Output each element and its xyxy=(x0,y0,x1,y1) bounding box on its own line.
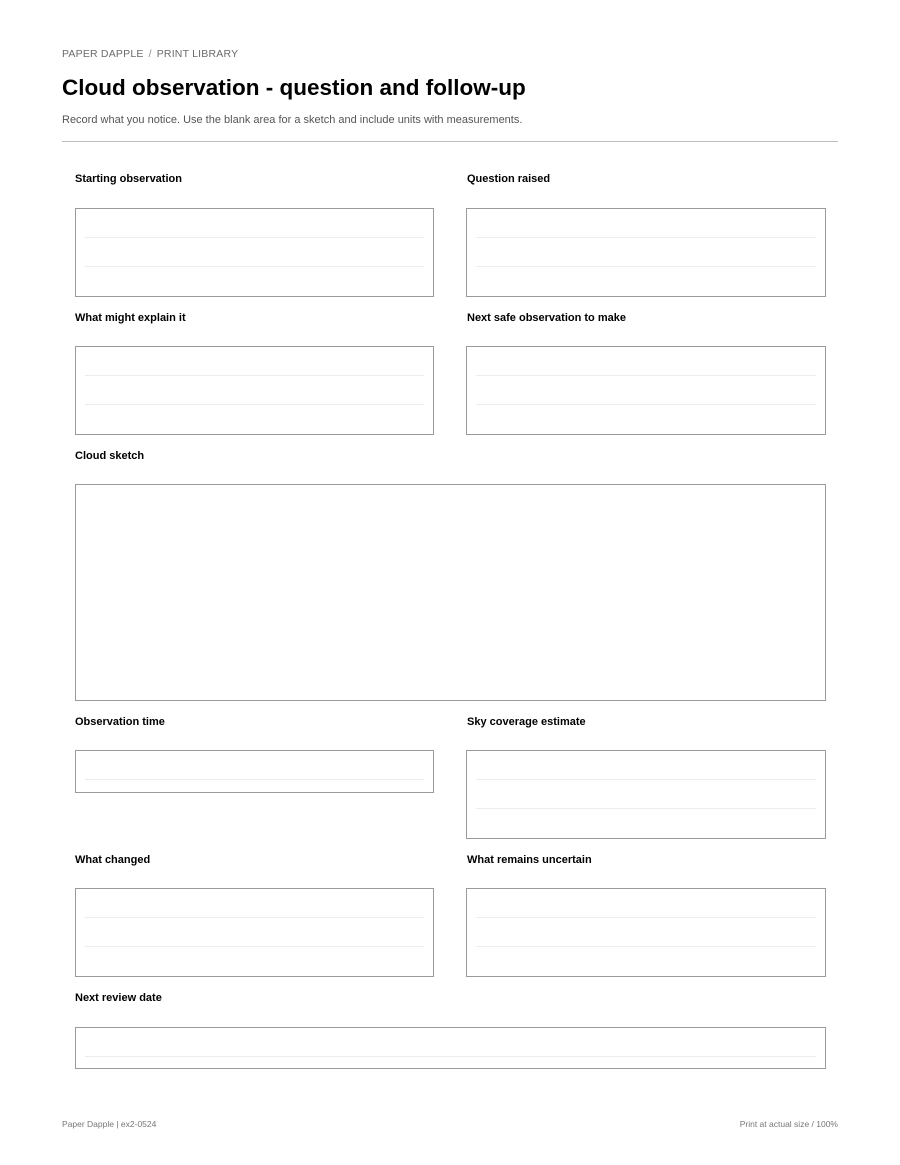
breadcrumb-separator: / xyxy=(148,48,152,60)
what-might-explain-label: What might explain it xyxy=(75,312,186,324)
footer-source: Paper Dapple | ex2-0524 xyxy=(62,1119,157,1129)
writing-line xyxy=(476,237,816,238)
next-review-date-field[interactable] xyxy=(75,1027,826,1069)
writing-line xyxy=(476,375,816,376)
sky-coverage-label: Sky coverage estimate xyxy=(467,716,586,728)
sky-coverage-field[interactable] xyxy=(466,750,826,839)
writing-line xyxy=(476,404,816,405)
writing-line xyxy=(85,1056,816,1057)
writing-line xyxy=(85,779,424,780)
writing-line xyxy=(85,266,424,267)
writing-line xyxy=(85,946,424,947)
what-changed-field[interactable] xyxy=(75,888,434,977)
observation-time-label: Observation time xyxy=(75,716,165,728)
what-remains-uncertain-field[interactable] xyxy=(466,888,826,977)
writing-line xyxy=(85,237,424,238)
what-changed-label: What changed xyxy=(75,854,151,866)
writing-line xyxy=(476,779,816,780)
writing-line xyxy=(85,404,424,405)
writing-line xyxy=(476,917,816,918)
breadcrumb xyxy=(62,48,238,60)
next-safe-observation-label: Next safe observation to make xyxy=(467,312,626,324)
next-safe-observation-field[interactable] xyxy=(466,346,826,435)
writing-line xyxy=(476,266,816,267)
breadcrumb-brand: PAPER DAPPLE xyxy=(62,48,144,60)
writing-line xyxy=(85,375,424,376)
writing-line xyxy=(476,808,816,809)
cloud-sketch-area[interactable] xyxy=(75,484,826,701)
footer-print-note: Print at actual size / 100% xyxy=(739,1119,838,1129)
writing-line xyxy=(476,946,816,947)
what-remains-uncertain-label: What remains uncertain xyxy=(467,854,592,866)
observation-time-field[interactable] xyxy=(75,750,434,793)
breadcrumb-section[interactable]: PRINT LIBRARY xyxy=(156,48,239,60)
writing-line xyxy=(85,917,424,918)
page-subtitle: Record what you notice. Use the blank area for a sketch and include units with measurements. xyxy=(62,114,523,126)
question-raised-label: Question raised xyxy=(467,173,551,185)
what-might-explain-field[interactable] xyxy=(75,346,434,435)
page-title: Cloud observation - question and follow-up xyxy=(62,75,526,100)
starting-observation-field[interactable] xyxy=(75,208,434,297)
next-review-date-label: Next review date xyxy=(75,992,162,1004)
question-raised-field[interactable] xyxy=(466,208,826,297)
header-divider xyxy=(62,141,838,142)
cloud-sketch-label: Cloud sketch xyxy=(75,450,145,462)
starting-observation-label: Starting observation xyxy=(75,173,182,185)
